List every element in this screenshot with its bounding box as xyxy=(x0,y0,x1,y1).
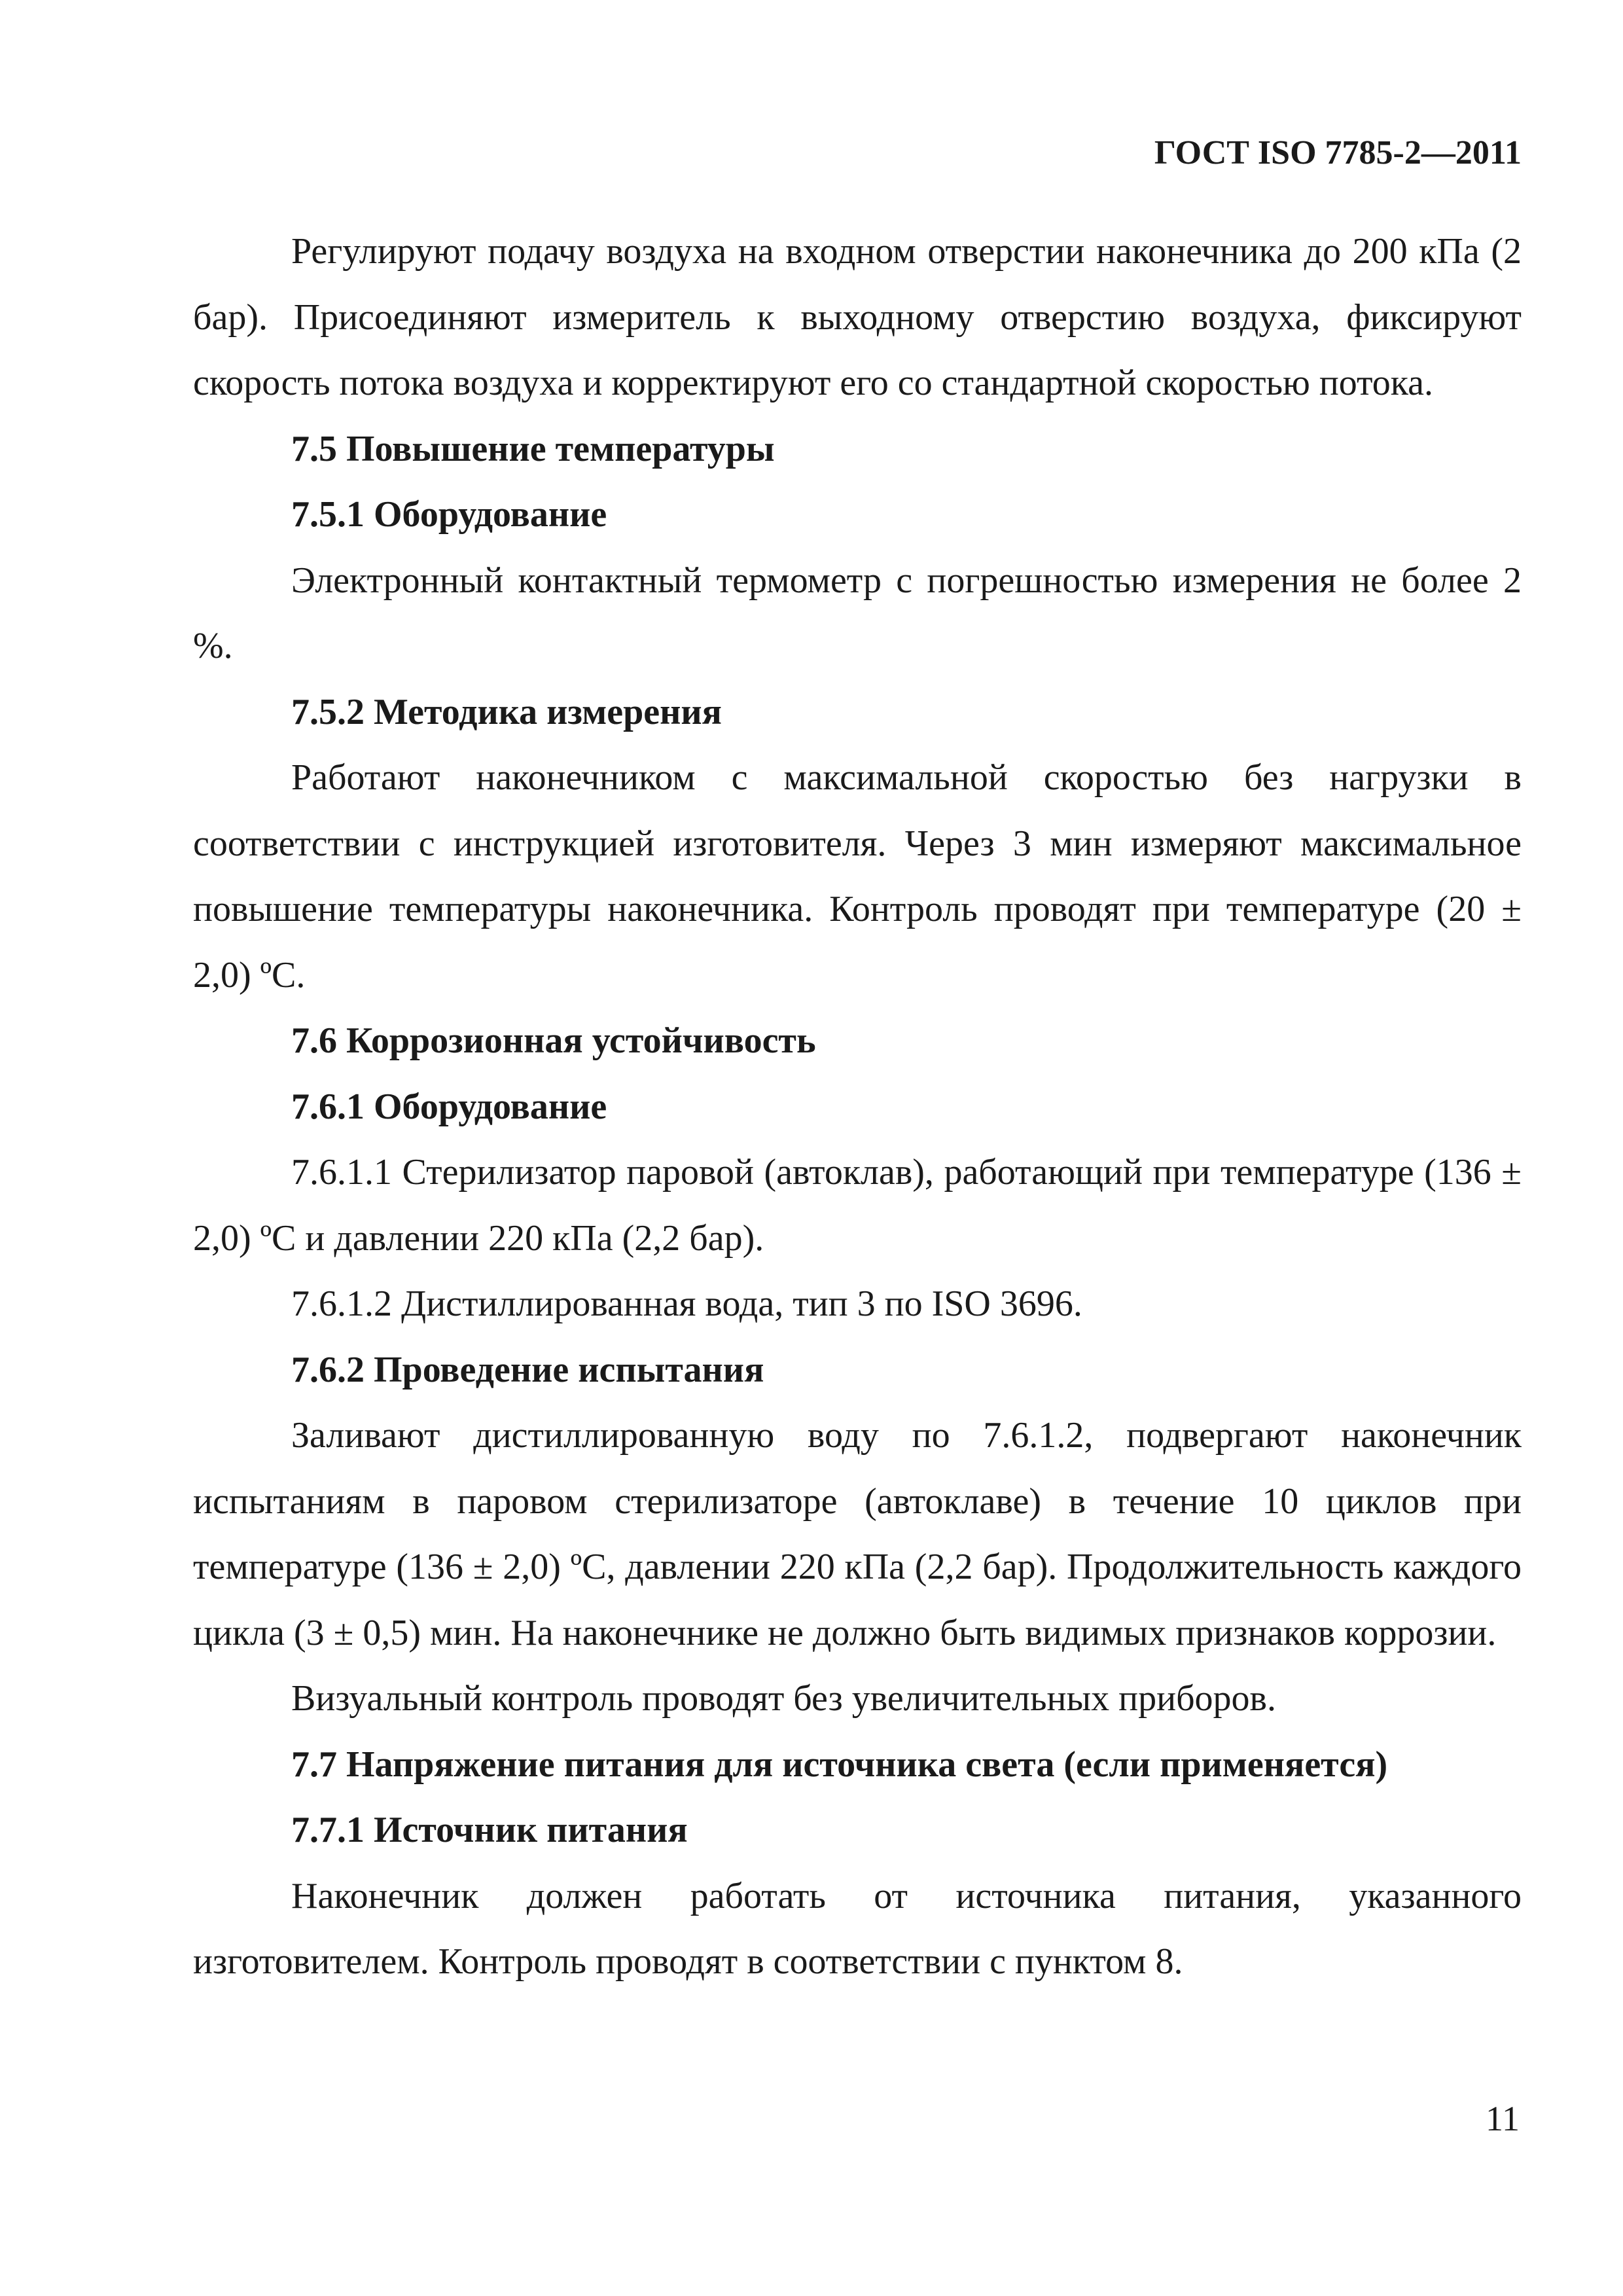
paragraph-7-6-1-2: 7.6.1.2 Дистиллированная вода, тип 3 по ISO 3696. xyxy=(291,1283,1082,1324)
heading-7-6-1: 7.6.1 Оборудование xyxy=(291,1086,607,1127)
heading-7-6-2: 7.6.2 Проведение испытания xyxy=(291,1349,764,1390)
paragraph-7-6-2: Заливают дистиллированную воду по 7.6.1.2, подвергают наконечник испытаниям в паровом стерилизаторе (автоклаве) в течение 10 циклов при температуре (136 ± 2,0) ºС, давлении 220 кПа (2,2 бар). Продолжительность каждого цикла (3 ± 0,5) мин. На наконечнике не должно быть видимых признаков коррозии. xyxy=(193,1415,1522,1653)
paragraph-7-5-2: Работают наконечником с максимальной скоростью без нагрузки в соответствии с инструкцией изготовителя. Через 3 мин измеряют максимальное повышение температуры наконечника. Контроль проводят при температуре (20 ± 2,0) ºС. xyxy=(193,757,1522,996)
heading-7-7: 7.7 Напряжение питания для источника света (если применяется) xyxy=(291,1744,1388,1785)
page-number: 11 xyxy=(1486,2099,1520,2138)
document-header: ГОСТ ISO 7785-2—2011 xyxy=(1154,134,1522,171)
paragraph-visual-control: Визуальный контроль проводят без увеличительных приборов. xyxy=(291,1678,1276,1719)
paragraph-7-7-1: Наконечник должен работать от источника питания, указанного изготовителем. Контроль проводят в соответствии с пунктом 8. xyxy=(193,1875,1522,1982)
page-content xyxy=(193,219,1522,1995)
heading-7-6: 7.6 Коррозионная устойчивость xyxy=(291,1020,816,1061)
paragraph-7-6-1-1: 7.6.1.1 Стерилизатор паровой (автоклав), работающий при температуре (136 ± 2,0) ºС и давлении 220 кПа (2,2 бар). xyxy=(193,1152,1522,1259)
paragraph-air-supply: Регулируют подачу воздуха на входном отверстии наконечника до 200 кПа (2 бар). Присоединяют измеритель к выходному отверстию воздуха, фиксируют скорость потока воздуха и корректируют его со стандартной скоростью потока. xyxy=(193,231,1522,403)
heading-7-5: 7.5 Повышение температуры xyxy=(291,428,775,469)
paragraph-7-5-1: Электронный контактный термометр с погрешностью измерения не более 2 %. xyxy=(193,560,1522,666)
heading-7-5-2: 7.5.2 Методика измерения xyxy=(291,691,722,732)
heading-7-5-1: 7.5.1 Оборудование xyxy=(291,494,607,535)
heading-7-7-1: 7.7.1 Источник питания xyxy=(291,1810,688,1850)
